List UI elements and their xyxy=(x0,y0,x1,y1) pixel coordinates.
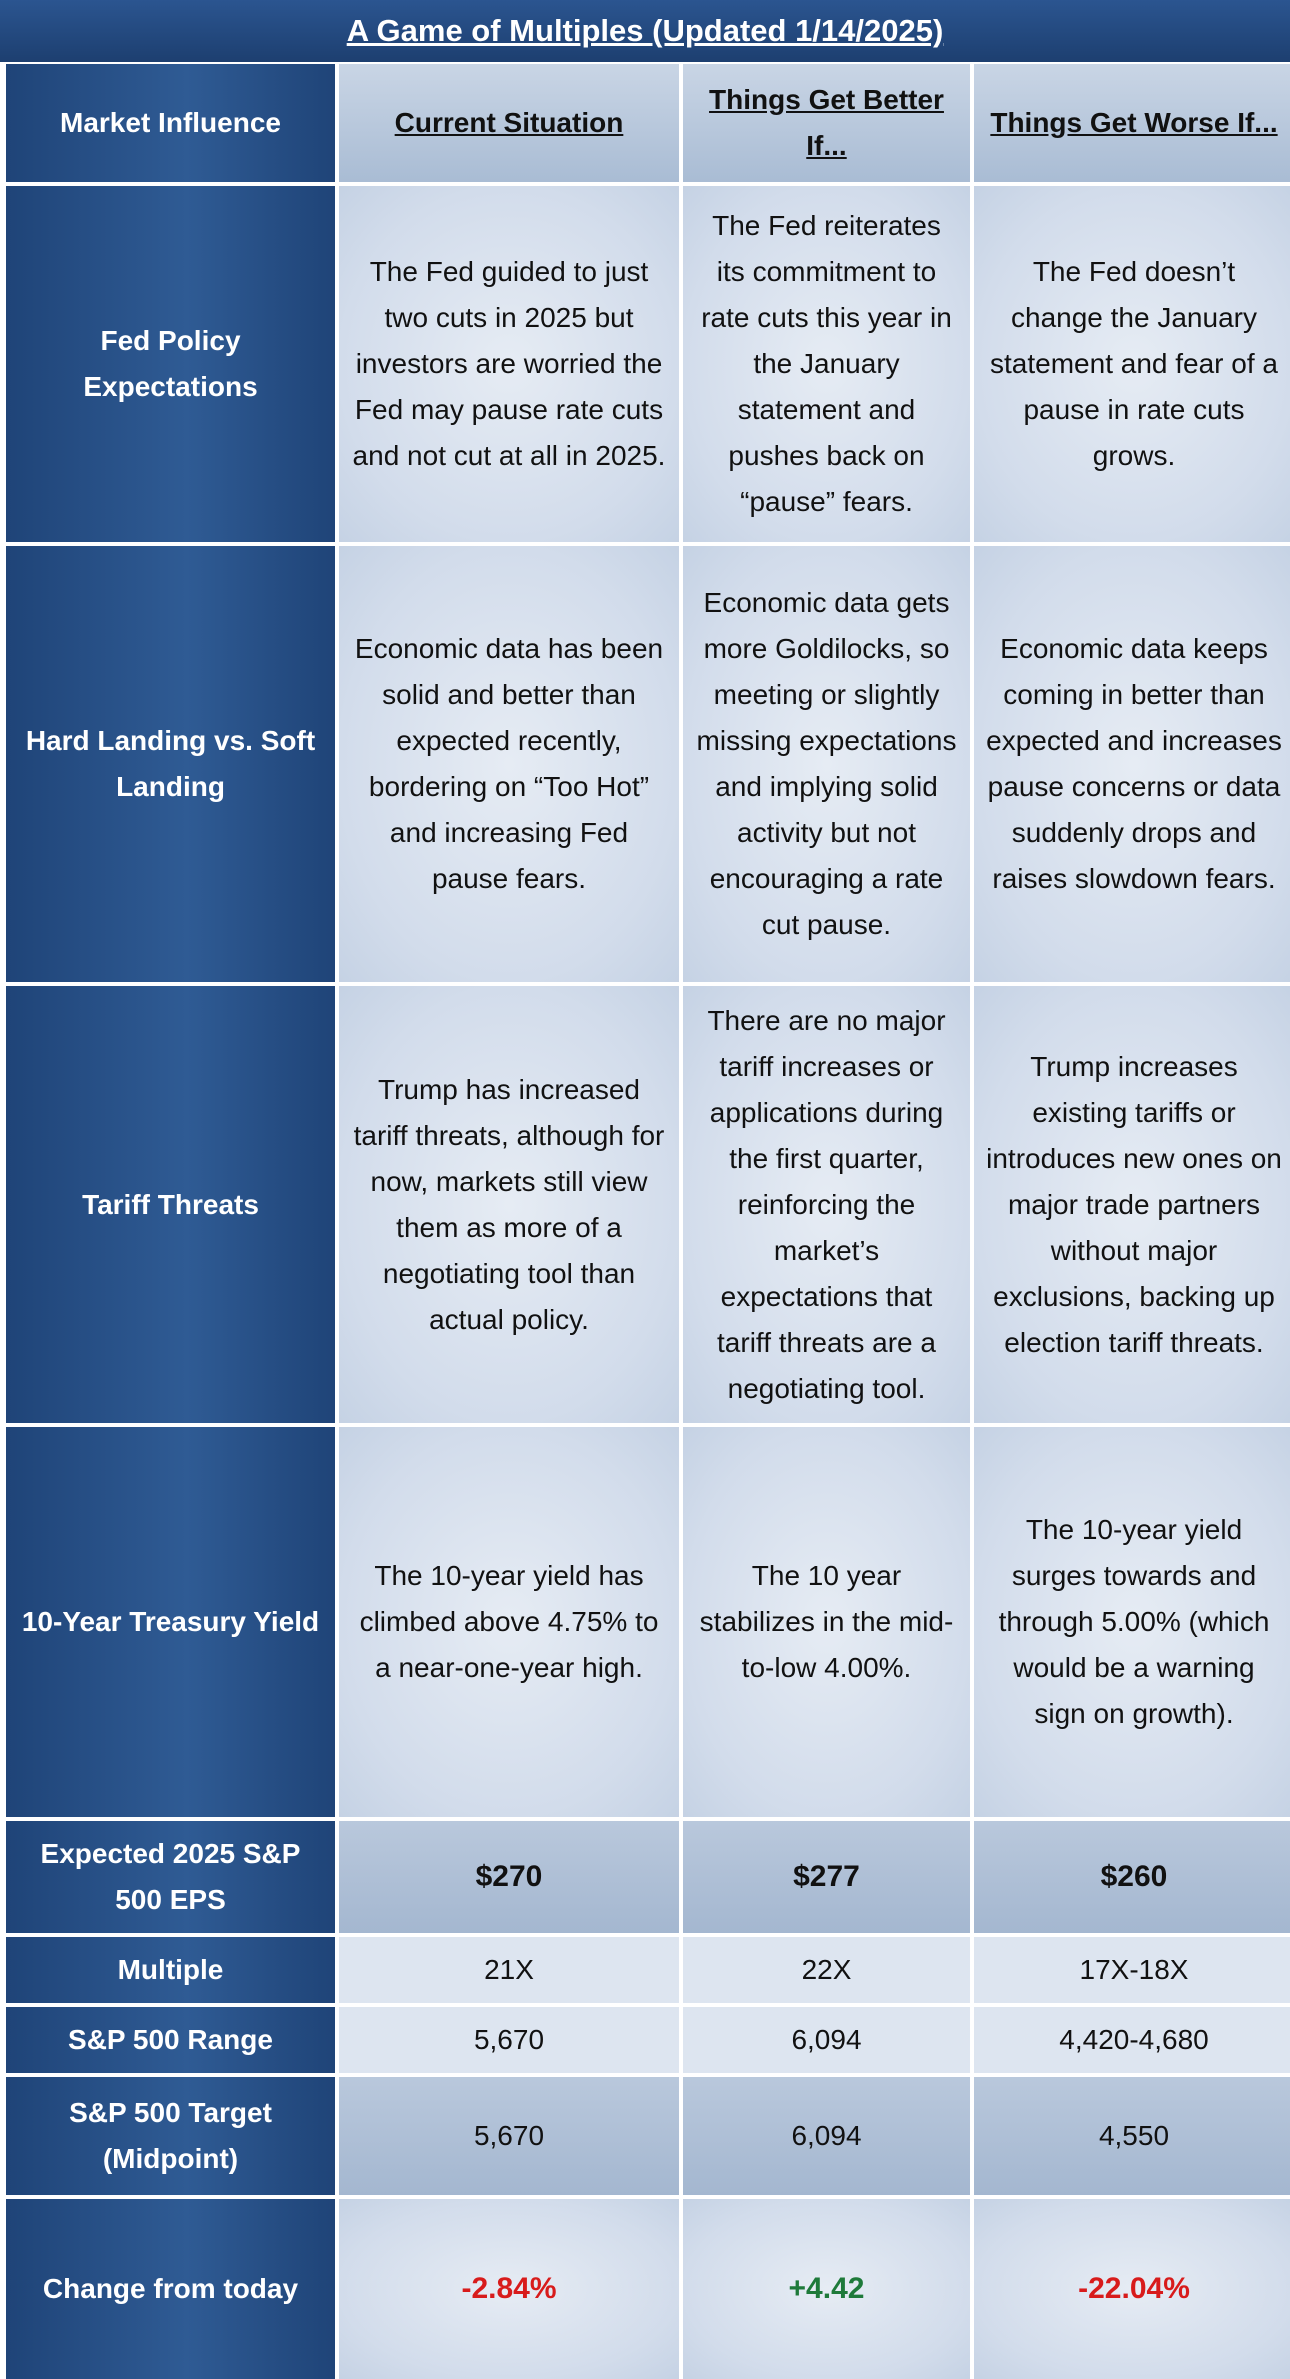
eps-better: $277 xyxy=(683,1821,970,1933)
change-worse: -22.04% xyxy=(974,2199,1290,2379)
range-current: 5,670 xyxy=(339,2007,679,2073)
multiple-better: 22X xyxy=(683,1937,970,2003)
target-current: 5,670 xyxy=(339,2077,679,2195)
header-current-situation: Current Situation xyxy=(339,64,679,182)
header-things-get-worse: Things Get Worse If... xyxy=(974,64,1290,182)
header-market-influence: Market Influence xyxy=(0,64,335,182)
row-label-range: S&P 500 Range xyxy=(0,2007,335,2073)
multiples-grid xyxy=(0,64,1290,2374)
table-title: A Game of Multiples (Updated 1/14/2025) xyxy=(0,0,1290,62)
tariff-better: There are no major tariff increases or applications during the first quarter, reinforcing the market’s expectations that tariff threats are a negotiating tool. xyxy=(683,986,970,1423)
landing-worse: Economic data keeps coming in better than expected and increases pause concerns or data suddenly drops and raises slowdown fears. xyxy=(974,546,1290,982)
yield-better: The 10 year stabilizes in the mid-to-low 4.00%. xyxy=(683,1427,970,1817)
landing-current: Economic data has been solid and better than expected recently, bordering on “Too Hot” and increasing Fed pause fears. xyxy=(339,546,679,982)
header-things-get-better: Things Get Better If... xyxy=(683,64,970,182)
fed-policy-worse: The Fed doesn’t change the January statement and fear of a pause in rate cuts grows. xyxy=(974,186,1290,542)
multiple-worse: 17X-18X xyxy=(974,1937,1290,2003)
change-current: -2.84% xyxy=(339,2199,679,2379)
change-better: +4.42 xyxy=(683,2199,970,2379)
range-better: 6,094 xyxy=(683,2007,970,2073)
target-better: 6,094 xyxy=(683,2077,970,2195)
target-worse: 4,550 xyxy=(974,2077,1290,2195)
row-label-treasury-yield: 10-Year Treasury Yield xyxy=(0,1427,335,1817)
tariff-current: Trump has increased tariff threats, although for now, markets still view them as more of a negotiating tool than actual policy. xyxy=(339,986,679,1423)
row-label-landing: Hard Landing vs. Soft Landing xyxy=(0,546,335,982)
yield-worse: The 10-year yield surges towards and through 5.00% (which would be a warning sign on growth). xyxy=(974,1427,1290,1817)
eps-current: $270 xyxy=(339,1821,679,1933)
row-label-target: S&P 500 Target (Midpoint) xyxy=(0,2077,335,2195)
yield-current: The 10-year yield has climbed above 4.75% to a near-one-year high. xyxy=(339,1427,679,1817)
row-label-fed-policy: Fed Policy Expectations xyxy=(0,186,335,542)
landing-better: Economic data gets more Goldilocks, so meeting or slightly missing expectations and implying solid activity but not encouraging a rate cut pause. xyxy=(683,546,970,982)
row-label-tariff-threats: Tariff Threats xyxy=(0,986,335,1423)
tariff-worse: Trump increases existing tariffs or introduces new ones on major trade partners without major exclusions, backing up election tariff threats. xyxy=(974,986,1290,1423)
row-label-eps: Expected 2025 S&P 500 EPS xyxy=(0,1821,335,1933)
fed-policy-better: The Fed reiterates its commitment to rate cuts this year in the January statement and pushes back on “pause” fears. xyxy=(683,186,970,542)
row-label-change: Change from today xyxy=(0,2199,335,2379)
eps-worse: $260 xyxy=(974,1821,1290,1933)
fed-policy-current: The Fed guided to just two cuts in 2025 but investors are worried the Fed may pause rate cuts and not cut at all in 2025. xyxy=(339,186,679,542)
multiple-current: 21X xyxy=(339,1937,679,2003)
row-label-multiple: Multiple xyxy=(0,1937,335,2003)
range-worse: 4,420-4,680 xyxy=(974,2007,1290,2073)
